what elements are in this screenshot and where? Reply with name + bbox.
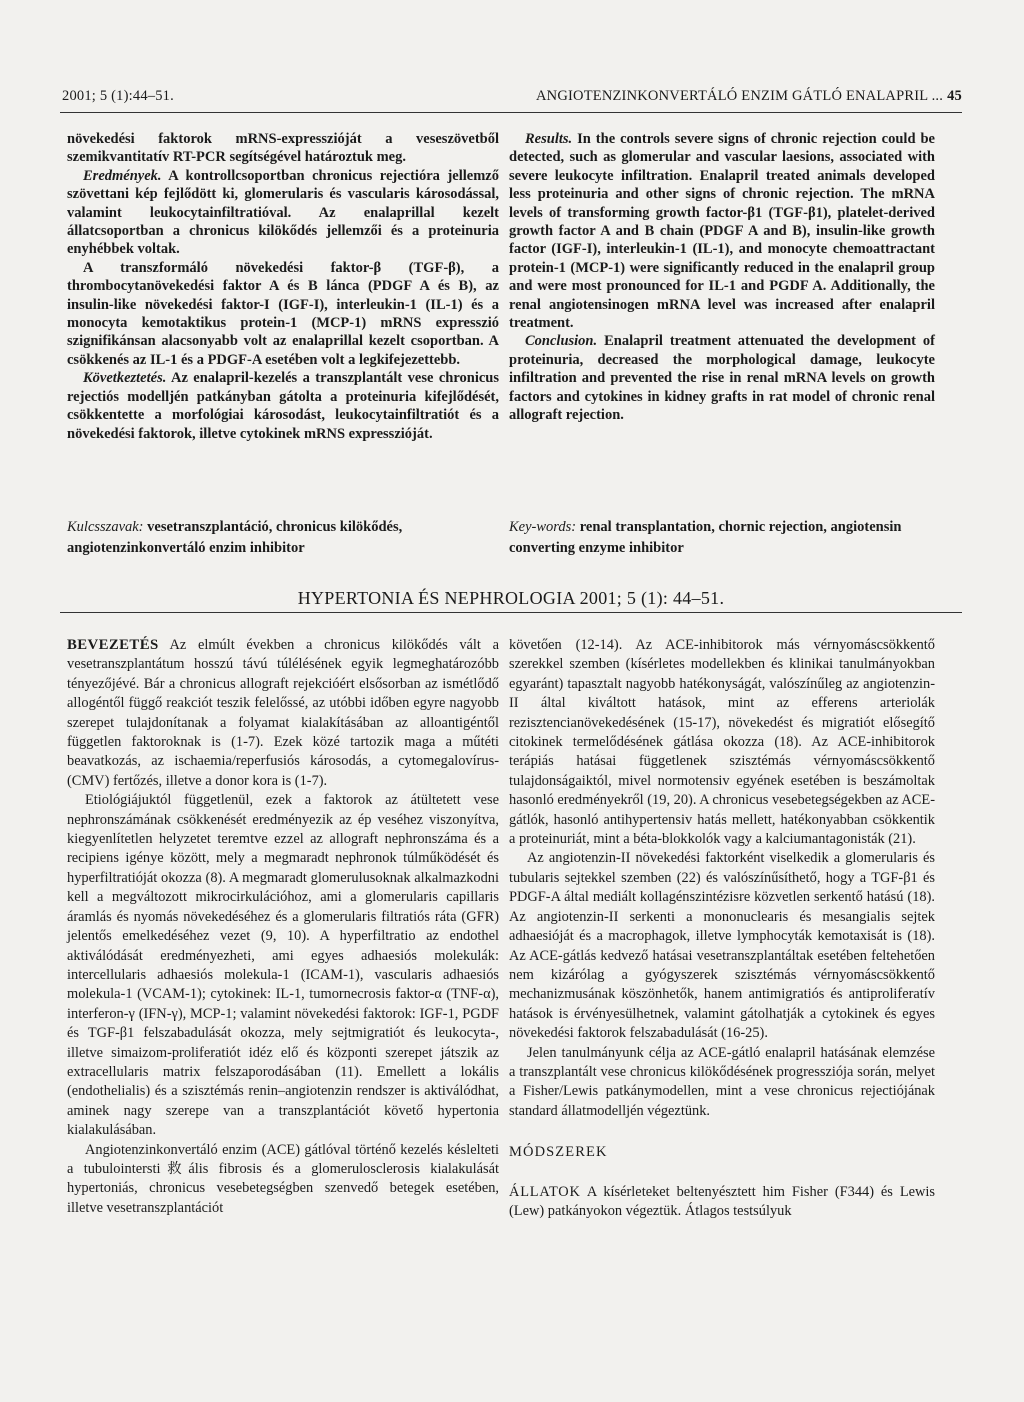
- running-header: [62, 88, 1024, 108]
- abstract-hu-label: Következtetés.: [83, 370, 167, 387]
- methods-text: A kísérleteket beltenyésztett him Fisher (F344) és Lewis (Lew) patkányokon végeztük. Átlagos testsúlyuk: [509, 1183, 935, 1219]
- keywords-en-label: Key-words:: [509, 519, 577, 535]
- body-paragraph: Angiotenzinkonvertáló enzim (ACE) gátlóval történő kezelés késlelteti a tubulointersti救ális fibrosis és a glomerulosclerosis kialakulását hypertoniás, chronicus vesebetegségben szenvedő betegek esetében, illetve vesetranszplantációt: [67, 1141, 499, 1216]
- abstract-english: [509, 130, 935, 425]
- keywords-english: [509, 517, 935, 559]
- abstract-hu-paragraph: [67, 130, 499, 167]
- abstract-hu-paragraph: [67, 259, 499, 369]
- intro-heading: BEVEZETÉS: [67, 637, 159, 653]
- header-citation: 2001; 5 (1):44–51.: [62, 88, 174, 104]
- page-number: 45: [947, 88, 962, 104]
- body-paragraph: Jelen tanulmányunk célja az ACE-gátló enalapril hatásának elemzése a transzplantált vese chronicus kilökődésének progressziója során, melyet a Fisher/Lewis patkánymodellen, mint a vese chronicus rejectiójának standard állatmodelljén végeztünk.: [509, 1044, 935, 1119]
- abstract-en-paragraph: [509, 130, 935, 332]
- abstract-hu-paragraph: [67, 167, 499, 259]
- abstract-hungarian: [67, 130, 499, 443]
- abstract-hu-label: Eredmények.: [83, 167, 162, 184]
- keywords-en-text: renal transplantation, chornic rejection, angiotensin converting enzyme inhibitor: [509, 519, 902, 556]
- body-paragraph: követően (12-14). Az ACE-inhibitorok más vérnyomáscsökkentő szerekkel szemben (kísérletes modellekben és klinikai tanulmányokban egyaránt) tapasztalt nagyobb hatékonyságát, valószínűleg az angiotenzin-II által kiváltott hatások, mint az efferens arteriolák rezisztencianövekedésének (15-17), növekedést és migratiót elősegítő citokinek termelődésének gátlása okozza (18). Az ACE-inhibitorok terápiás hatásai függetlenek szisztémás vérnyomáscsökkentő tulajdonságaiktól, mivel normotensiv egyének esetében is beszámoltak hasonló eredményekről (19, 20). A chronicus vesebetegségekben az ACE-gátlók, hasonló antihypertensiv hatás mellett, hatékonyabban csökkentik a proteinuriát, mint a béta-blokkolók vagy a kalciumantagonisták (21).: [509, 637, 935, 848]
- header-title: [408, 88, 962, 105]
- abstract-hu-text: Az enalapril-kezelés a transzplantált vese chronicus rejectiós modelljén patkányban gátolta a proteinuria kifejlődését, csökkentette a morfológiai károsodást, leukocytainfiltratiót és a növekedési faktorok, illetve cytokinek mRNS expresszióját.: [67, 370, 499, 442]
- abstract-hu-text: A transzformáló növekedési faktor-β (TGF-β), a thrombocytanövekedési faktor A és B lánca (PDGF A és B), az insulin-like növekedési faktor-I (IGF-I), interleukin-1 (IL-1) és a monocyta kemotaktikus protein-1 (MCP-1) mRNS expresszió szignifikánsan alacsonyabb volt az enalaprillal kezelt csoportban. A csökkenés az IL-1 és a PDGF-A esetében volt a legkifejezettebb.: [67, 259, 499, 368]
- journal-citation: HYPERTONIA ÉS NEPHROLOGIA 2001; 5 (1): 44–51.: [297, 588, 725, 608]
- body-paragraph: Az angiotenzin-II növekedési faktorként viselkedik a glomerularis és tubularis sejtekkel szemben (22) és valószínűsíthető, hogy a TGF-β1 és PDGF-A által mediált kollagénszintézisre közvetlen serkentő hatású (18). Az angiotenzin-II serkenti a mononuclearis és mesangialis sejtek adhaesióját és a macrophagok, illetve lymphocyták kemotaxisát is (18). Az ACE-gátlás kedvező hatásai vesetranszplantáltak esetében feltehetően nem kizárólag a gyógyszerek szisztémás vérnyomáscsökkentő mechanizmusának köszönhetők, hanem antimigratiós és antiproliferatív hatások is érvényesülhetnek, valamint gátolhatják a cytokinek és egyes növekedési faktorok felszabadulását (16-25).: [509, 850, 935, 1042]
- citation-rule: [60, 612, 962, 613]
- abstract-en-label: Results.: [525, 131, 573, 147]
- header-title-text: ANGIOTENZINKONVERTÁLÓ ENZIM GÁTLÓ ENALAPRIL ...: [536, 88, 944, 104]
- abstract-en-label: Conclusion.: [525, 333, 598, 350]
- abstract-hu-text: A kontrollcsoportban chronicus rejectióra jellemző szövettani kép fejlődött ki, glomerularis és vascularis károsodással, valamint leukocytainfiltratióval. Az enalaprillal kezelt állatcsoportban a chronicus kilökődés jellemzői és a proteinuria enyhébbek voltak.: [67, 167, 499, 258]
- body-column-left: [67, 636, 499, 1218]
- intro-text: Az elmúlt években a chronicus kilökődés vált a vesetranszplantátum hosszú távú túlélésének egyik legmeghatározóbb tényezőjévé. Bár a chronicus allograft rejekcióért elsősorban az ismétlődő allogéntől függő reakciót teszik felelőssé, az utóbbi időben egyre nagyobb szerepet tulajdonítanak a folyamat kialakításában az alloantigéntől független faktoroknak is (1-7). Ezek közé tartozik maga a műtéti beavatkozás, az ischaemia/reperfusiós károsodás, a cytomegalovírus- (CMV) fertőzés, illetve a donor kora is (1-7).: [67, 637, 499, 789]
- abstract-en-text: Enalapril treatment attenuated the development of proteinuria, decreased the morphological damage, leukocyte infiltration and prevented the rise in renal mRNA levels on growth factors and cytokines in kidney grafts in rat model of chronic renal allograft rejection.: [509, 333, 935, 424]
- body-paragraph: Etiológiájuktól függetlenül, ezek a faktorok az átültetett vese nephronszámának csökkenését eredményezik az ép veséhez viszonyítva, kiegyenlítetlen helyzetet teremtve ezzel az allograft nephronszáma és a recipiens igénye között, mely a megmaradt nephronok túlműködését és hyperfiltratióját okozza (8). A megmaradt glomerulusoknak alkalmazkodni kell a megváltozott mikrocirkulációhoz, ami a glomerularis capillaris áramlás és nyomás növekedéséhez és a glomerularis filtratiós ráta (GFR) jelentős emelkedéséhez vezet (9, 10). A hyperfiltratio az endothel aktiválódását eredményezheti, ami egyes adhaesiós molekulák: intercellularis adhaesiós molekula-1 (ICAM-1), vascularis adhaesiós molekula-1 (VCAM-1); cytokinek: IL-1, tumornecrosis faktor-α (TNF-α), interferon-γ (IFN-γ), MCP-1; valamint növekedési faktorok: IGF-1, PGDF és TGF-β1 felszabadulását okozza, mely sejtmigratiót és leukocyta-, illetve simaizom-proliferatiót idéz elő és központi szerepet játszik az extracellularis matrix felszaporodásában (11). Emellett a lokális (endothelialis) és a szisztémás renin–angiotenzin rendszer is aktiválódhat, aminek nagy szerepe van a transzplantációt követő hypertonia kialakulásában.: [67, 792, 499, 1139]
- abstract-en-paragraph: [509, 332, 935, 424]
- section-heading-methods: MÓDSZEREK: [509, 1144, 608, 1161]
- methods-paragraph: [509, 1183, 935, 1222]
- methods-subheading: ÁLLATOK: [509, 1183, 581, 1200]
- header-rule: [60, 112, 962, 113]
- abstract-hu-paragraph: [67, 369, 499, 443]
- keywords-hungarian: [67, 517, 499, 559]
- body-column-right: [509, 636, 935, 1221]
- abstract-en-text: In the controls severe signs of chronic rejection could be detected, such as glomerular and vascular laesions, associated with severe leukocyte infiltration. Enalapril treated animals developed less proteinuria and other signs of chronic rejection. The mRNA levels of transforming growth factor-β1 (TGF-β1), platelet-derived growth factor A and B chain (PDGF A and B), insulin-like growth factor (IGF-I), interleukin-1 (IL-1), and monocyte chemoattractant protein-1 (MCP-1) were significantly reduced in the enalapril group and were most pronounced for IL-1 and PGDF A. Additionally, the renal angiotensinogen mRNA level was increased after enalapril treatment.: [509, 131, 935, 332]
- abstract-hu-text: növekedési faktorok mRNS-expresszióját a veseszövetből szemikvantitatív RT-PCR segítségével határoztuk meg.: [67, 131, 499, 166]
- intro-paragraph: [67, 636, 499, 791]
- keywords-hu-text: vesetranszplantáció, chronicus kilökődés, angiotenzinkonvertáló enzim inhibitor: [67, 519, 403, 556]
- keywords-hu-label: Kulcsszavak:: [67, 519, 144, 535]
